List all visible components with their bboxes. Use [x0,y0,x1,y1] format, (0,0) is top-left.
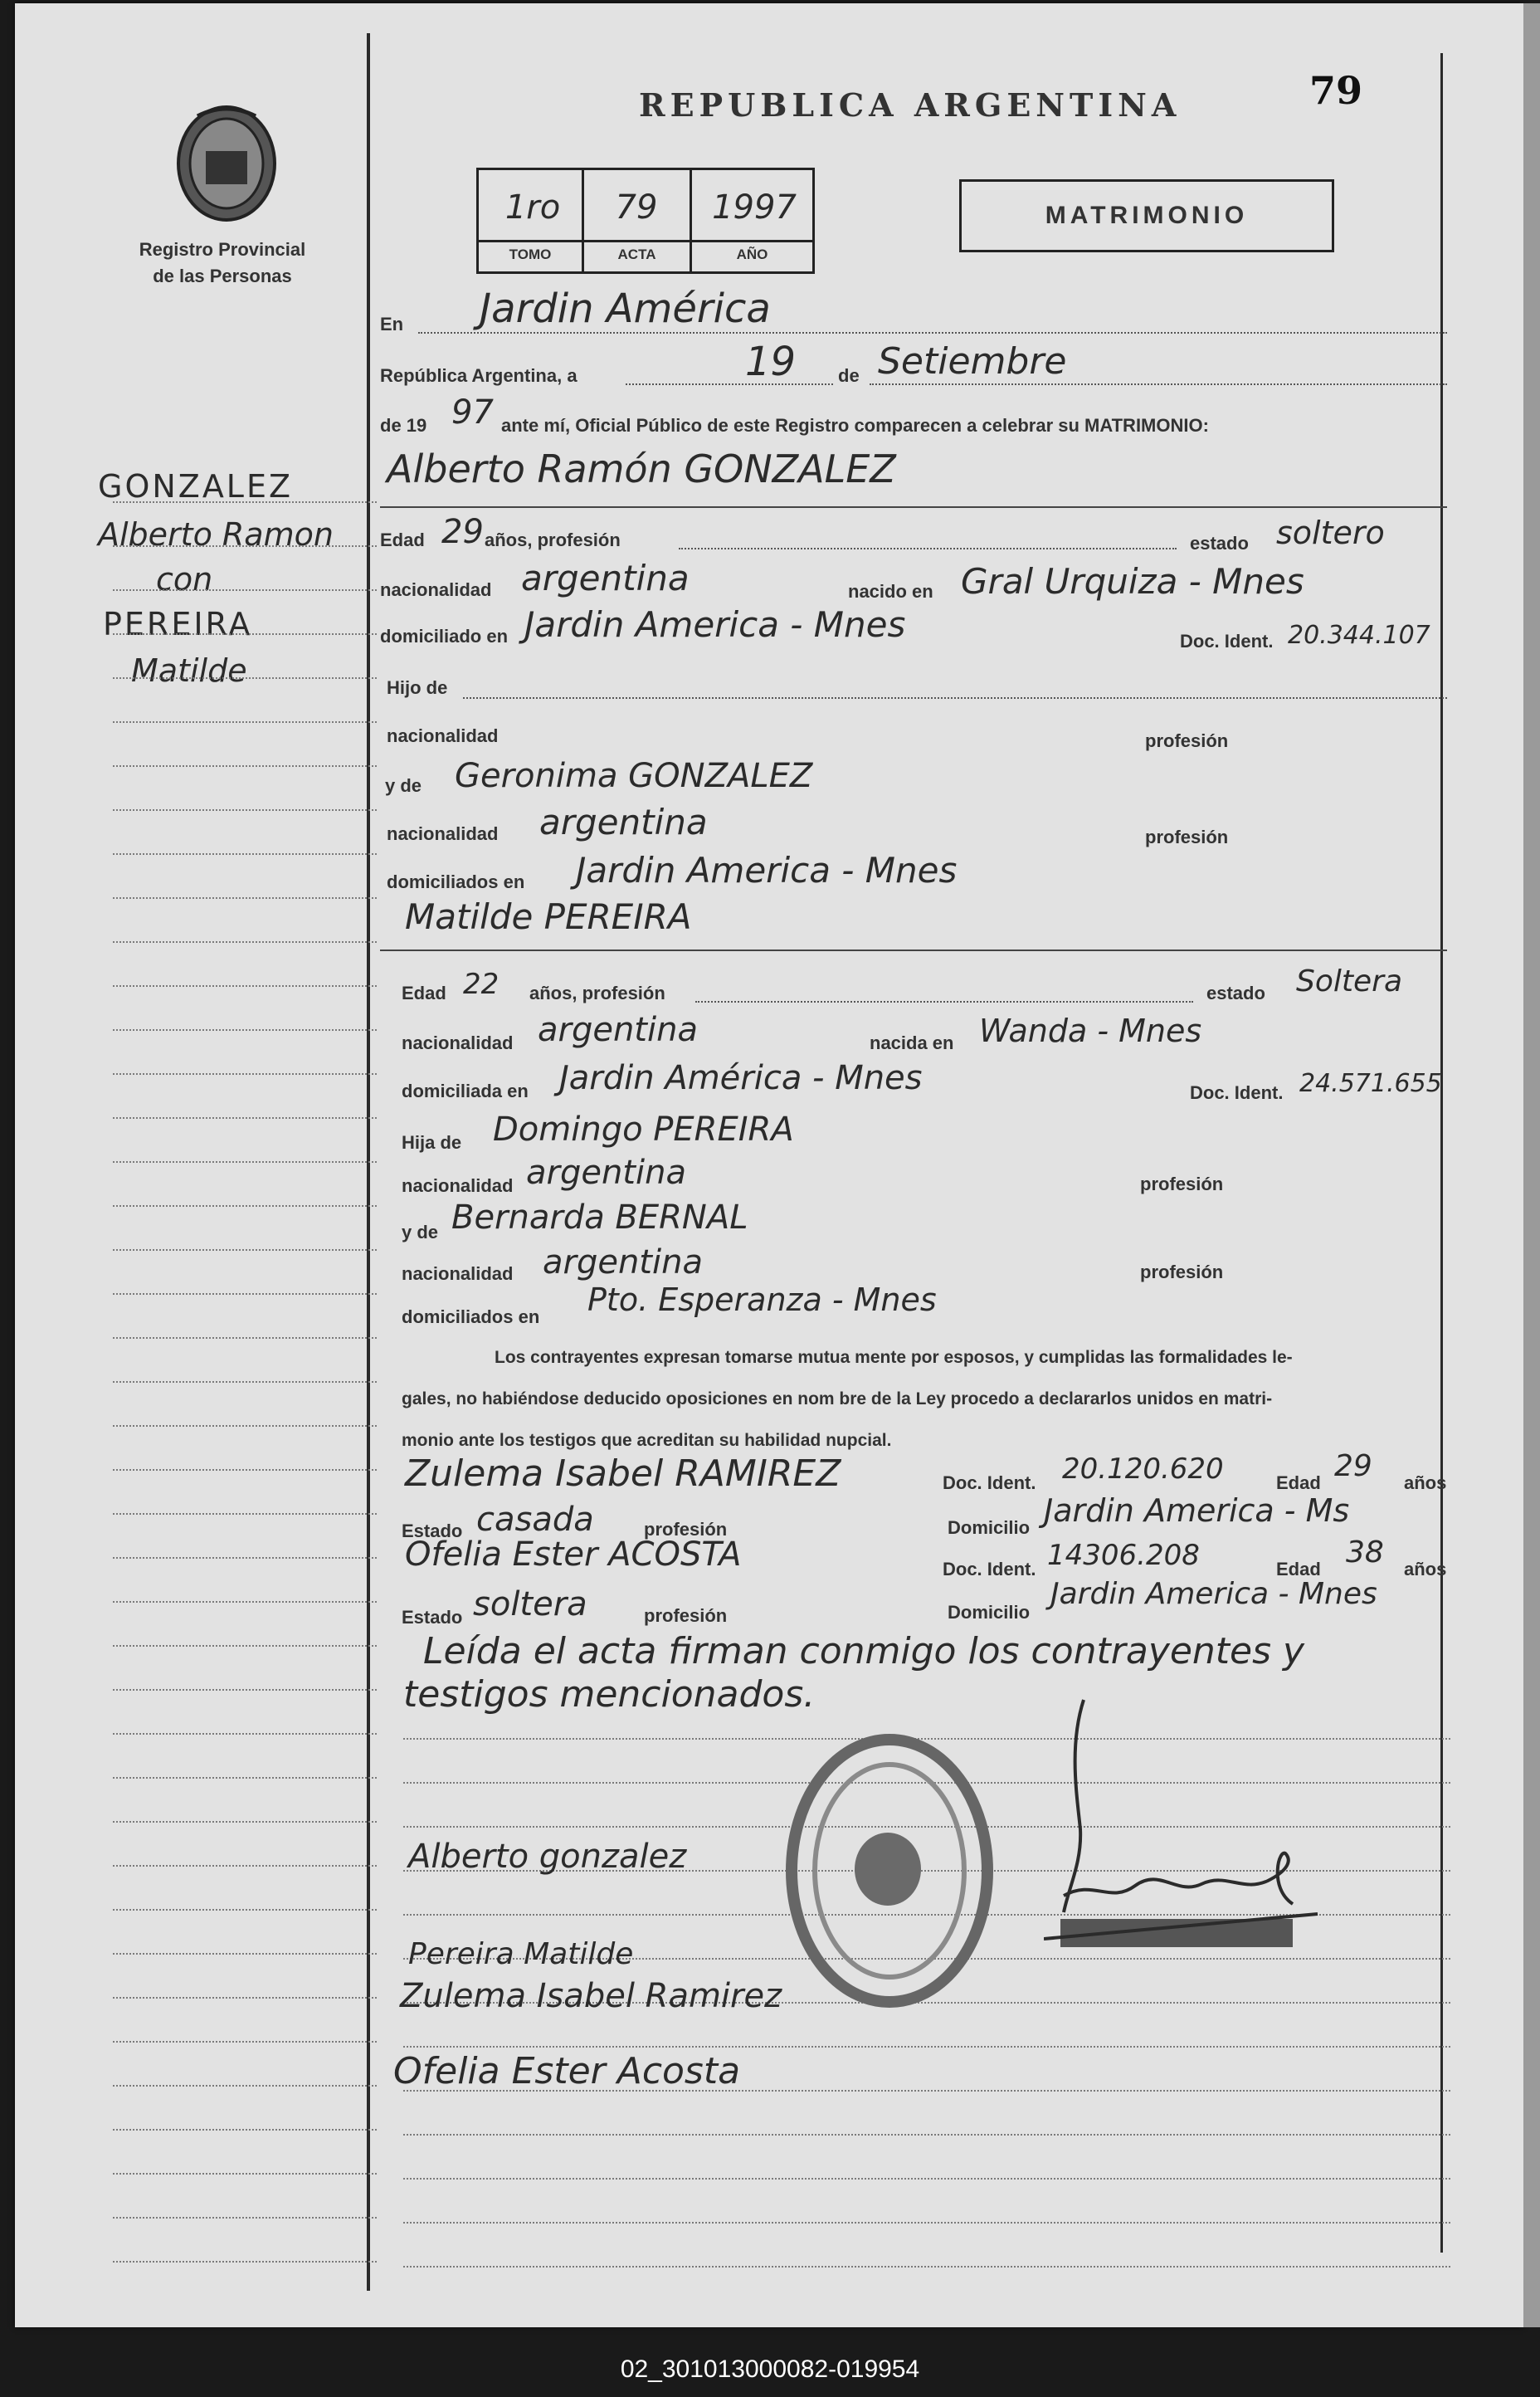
groom-mother-prof-label: profesión [1145,827,1229,847]
closing-line1: Leída el acta firman conmigo los contrayentes y [423,1630,1305,1672]
margin-rule [113,853,377,855]
ceremony-month: Setiembre [878,340,1067,383]
bride-domicilio: Jardin América - Mnes [559,1059,923,1097]
tomo-label: TOMO [509,247,552,262]
page-number: 79 [1309,68,1363,113]
bride-name: Matilde PEREIRA [405,896,692,937]
groom-father-nac-label: nacionalidad [387,725,499,746]
margin-rule [113,941,377,943]
witness2-domicilio: Jardin America - Mnes [1050,1577,1377,1611]
country-heading: REPUBLICA ARGENTINA [639,86,1182,124]
bride-parents-dom-label: domiciliados en [402,1306,540,1327]
margin-rule [113,633,377,635]
registry-name-line1: Registro Provincial [139,239,306,260]
witness1-age: 29 [1334,1449,1372,1483]
bride-hija-label: Hija de [402,1132,462,1153]
margin-rule [113,1909,377,1911]
margin-rule [113,1513,377,1515]
bride-doc-label: Doc. Ident. [1190,1082,1284,1103]
groom-estado: soltero [1276,515,1385,551]
witness2-estado: soltera [473,1585,587,1623]
margin-rule [113,1557,377,1559]
ceremony-place: Jardin América [480,286,771,332]
margin-rule [113,1161,377,1163]
bride-doc: 24.571.655 [1299,1069,1442,1098]
margin-given-groom: Alberto Ramon [98,516,334,553]
margin-rule [113,1117,377,1119]
groom-age: 29 [441,513,484,551]
groom-edad-label: Edad [380,530,425,550]
republica-label: República Argentina, a [380,365,578,386]
record-number-box [476,168,815,274]
witness2-age: 38 [1346,1535,1384,1570]
bride-nacida-label: nacida en [870,1033,954,1053]
witness2-estado-label: Estado [402,1607,463,1628]
witness2-prof-label: profesión [644,1605,728,1626]
legal-text-line2: gales, no habiéndose deducido oposiciones en nom bre de la Ley procedo a declararlos unidos en matri- [402,1389,1273,1408]
margin-rule [113,501,377,503]
legal-text-line3: monio ante los testigos que acreditan su habilidad nupcial. [402,1431,892,1450]
margin-rule [113,545,377,547]
margin-rule [113,2261,377,2263]
margin-rule [113,985,377,987]
registry-seal [173,101,280,230]
anio-value: 1997 [712,188,797,227]
legal-text-line1: Los contrayentes expresan tomarse mutua mente por esposos, y cumplidas las formalidades le- [495,1348,1293,1367]
signature-groom: Alberto gonzalez [408,1838,687,1876]
register-page [15,3,1523,2327]
bride-father-nac: argentina [526,1154,686,1192]
bride-father: Domingo PEREIRA [493,1111,794,1149]
witness1-dom-label: Domicilio [948,1517,1031,1538]
witness2-doc-label: Doc. Ident. [943,1559,1036,1579]
page-edge [1523,3,1540,2327]
margin-rule [113,1689,377,1691]
acta-label: ACTA [617,247,656,262]
groom-nacionalidad: argentina [521,558,690,598]
witness1-prof-label: profesión [644,1519,728,1540]
groom-doc-label: Doc. Ident. [1180,631,1274,652]
body-rule [403,2222,1450,2224]
margin-rule [113,1249,377,1251]
en-label: En [380,314,404,334]
bride-nacionalidad: argentina [538,1011,698,1049]
margin-rule [113,1733,377,1735]
margin-rule [113,1865,377,1867]
signature-bride: Pereira Matilde [408,1937,634,1971]
bride-age: 22 [463,968,500,1001]
bride-mother-nac: argentina [543,1243,703,1281]
witness1-estado: casada [476,1501,594,1539]
witness1-domicilio: Jardin America - Ms [1044,1492,1350,1529]
closing-line2: testigos mencionados. [403,1673,816,1716]
groom-parents-domicilio: Jardin America - Mnes [576,850,958,891]
groom-nac-label: nacionalidad [380,579,492,600]
witness1-name: Zulema Isabel RAMIREZ [405,1452,841,1495]
margin-con: con [156,561,213,598]
margin-rule [113,809,377,811]
groom-birthplace: Gral Urquiza - Mnes [961,561,1304,602]
witness1-estado-label: Estado [402,1521,463,1541]
bride-edad-label: Edad [402,983,446,1003]
acta-value: 79 [615,188,658,227]
groom-estado-label: estado [1190,533,1249,554]
record-type-box [959,179,1334,252]
margin-rule [113,2085,377,2087]
witness1-doc: 20.120.620 [1062,1452,1224,1486]
margin-rule [113,721,377,723]
ceremony-day: 19 [745,339,797,385]
bride-estado: Soltera [1296,964,1403,998]
margin-rule [113,1821,377,1823]
margin-rule [113,2173,377,2175]
margin-rule [113,1381,377,1383]
margin-surname-bride: PEREIRA [103,606,253,642]
official-signature [1044,1696,1326,1975]
groom-anios-label: años, profesión [485,530,621,550]
witness2-doc: 14306.208 [1047,1539,1200,1572]
image-footer-id: 02_301013000082-019954 [620,2356,920,2383]
groom-parents-dom-label: domiciliados en [387,871,525,892]
bride-mother-prof-label: profesión [1140,1262,1224,1282]
bride-parents-domicilio: Pto. Esperanza - Mnes [587,1281,937,1318]
groom-name: Alberto Ramón GONZALEZ [387,447,896,491]
margin-surname-groom: GONZALEZ [98,468,294,505]
margin-rule [113,1293,377,1295]
witness2-edad-label: Edad [1276,1559,1321,1579]
anio-label: AÑO [736,247,768,262]
signature-witness2: Ofelia Ester Acosta [393,2050,741,2092]
witness2-dom-label: Domicilio [948,1602,1031,1623]
margin-rule [113,1029,377,1031]
margin-rule [113,1953,377,1955]
body-rule [403,2178,1450,2180]
groom-mother: Geronima GONZALEZ [455,757,813,795]
groom-yde-label: y de [385,775,422,796]
de-label: de [838,365,860,386]
margin-given-bride: Matilde [131,652,247,689]
groom-mother-nac: argentina [539,802,708,842]
margin-rule [113,1469,377,1471]
bride-mother: Bernarda BERNAL [451,1198,748,1237]
bride-father-nac-label: nacionalidad [402,1175,514,1196]
margin-rule [113,897,377,899]
tomo-value: 1ro [504,188,561,227]
bride-nac-label: nacionalidad [402,1033,514,1053]
margin-rule [113,1601,377,1603]
groom-dom-label: domiciliado en [380,626,509,647]
margin-rule [113,1997,377,1999]
margin-rule [113,677,377,679]
groom-hijo-label: Hijo de [387,677,448,698]
margin-rule [113,589,377,591]
bride-anios-label: años, profesión [529,983,665,1003]
declaration-text: ante mí, Oficial Público de este Registro comparecen a celebrar su MATRIMONIO: [501,415,1209,436]
bride-mother-nac-label: nacionalidad [402,1263,514,1284]
groom-domicilio: Jardin America - Mnes [524,604,906,645]
signature-witness1: Zulema Isabel Ramirez [400,1977,782,2015]
bride-birthplace: Wanda - Mnes [979,1013,1202,1049]
margin-rule [113,1425,377,1427]
bride-father-prof-label: profesión [1140,1174,1224,1194]
margin-rule [113,1073,377,1075]
ceremony-year: 97 [451,393,494,432]
groom-nacido-label: nacido en [848,581,933,602]
margin-rule [113,1337,377,1339]
witness2-name: Ofelia Ester ACOSTA [405,1535,742,1574]
witness2-anios-label: años [1404,1559,1447,1579]
body-rule [403,2134,1450,2136]
year-prefix-label: de 19 [380,415,427,436]
bride-dom-label: domiciliada en [402,1081,529,1101]
margin-rule [113,2041,377,2043]
body-rule [403,2046,1450,2048]
margin-rule [113,1777,377,1779]
bride-yde-label: y de [402,1222,439,1242]
witness1-doc-label: Doc. Ident. [943,1472,1036,1493]
official-seal-stamp [782,1730,997,2016]
body-rule [403,2266,1450,2268]
witness1-edad-label: Edad [1276,1472,1321,1493]
margin-rule [113,765,377,767]
groom-father-prof-label: profesión [1145,730,1229,751]
bride-estado-label: estado [1206,983,1265,1003]
margin-rule [113,2217,377,2219]
margin-rule [113,2129,377,2131]
groom-doc: 20.344.107 [1288,621,1430,650]
record-type-label: MATRIMONIO [1045,202,1249,229]
registry-name-line2: de las Personas [153,266,292,286]
witness1-anios-label: años [1404,1472,1447,1493]
margin-rule [113,1645,377,1647]
margin-rule [113,1205,377,1207]
groom-mother-nac-label: nacionalidad [387,823,499,844]
